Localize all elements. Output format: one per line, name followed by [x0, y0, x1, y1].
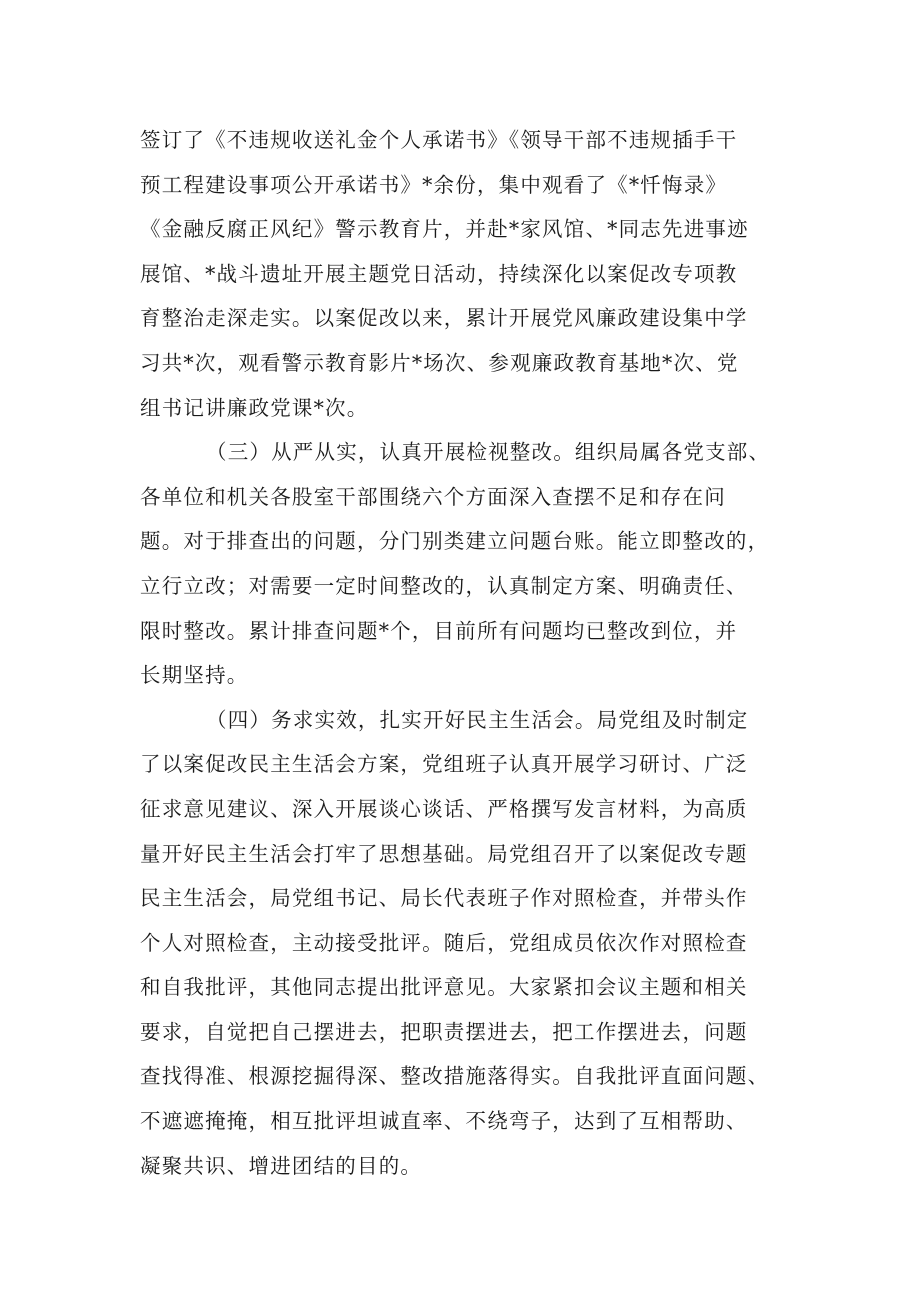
document-body	[140, 118, 790, 1188]
text-line: 查找得准、根源挖掘得深、整改措施落得实。自我批评直面问题、	[140, 1064, 770, 1089]
section-heading-line: （四）务求实效，扎实开好民主生活会。局党组及时制定	[206, 707, 749, 732]
section-heading-line: （三）从严从实，认真开展检视整改。组织局属各党支部、	[206, 440, 771, 465]
text-line: 征求意见建议、深入开展谈心谈话、严格撰写发言材料，为高质	[140, 796, 748, 821]
text-line: 凝聚共识、增进团结的目的。	[140, 1153, 423, 1178]
text-line: 签订了《不违规收送礼金个人承诺书》《领导干部不违规插手干	[140, 128, 738, 152]
text-line: 展馆、*战斗遗址开展主题党日活动，持续深化以案促改专项教	[140, 261, 738, 286]
text-line: 了以案促改民主生活会方案，党组班子认真开展学习研讨、广泛	[140, 752, 748, 777]
text-line: 长期坚持。	[140, 663, 249, 688]
text-line: 习共*次，观看警示教育影片*场次、参观廉政教育基地*次、党	[140, 350, 739, 375]
text-line: 个人对照检查，主动接受批评。随后，党组成员依次作对照检查	[140, 930, 748, 955]
text-line: 要求，自觉把自己摆进去，把职责摆进去，把工作摆进去，问题	[140, 1019, 748, 1044]
paragraph-pledges-and-education	[140, 118, 790, 430]
text-line: 预工程建设事项公开承诺书》*余份，集中观看了《*忏悔录》	[140, 172, 728, 197]
text-line: 民主生活会，局党组书记、局长代表班子作对照检查，并带头作	[140, 886, 748, 911]
text-line: 限时整改。累计排查问题*个，目前所有问题均已整改到位，并	[140, 618, 738, 643]
paragraph-section-three	[140, 430, 790, 698]
text-line: 立行立改；对需要一定时间整改的，认真制定方案、明确责任、	[140, 573, 748, 598]
paragraph-section-four	[140, 698, 790, 1189]
text-line: 题。对于排查出的问题，分门别类建立问题台账。能立即整改的，	[140, 529, 770, 554]
text-line: 育整治走深走实。以案促改以来，累计开展党风廉政建设集中学	[140, 306, 748, 331]
text-line: 组书记讲廉政党课*次。	[140, 395, 369, 420]
text-line: 和自我批评，其他同志提出批评意见。大家紧扣会议主题和相关	[140, 975, 748, 1000]
text-line: 各单位和机关各股室干部围绕六个方面深入查摆不足和存在问	[140, 484, 726, 509]
text-line: 量开好民主生活会打牢了思想基础。局党组召开了以案促改专题	[140, 841, 748, 866]
text-line: 《金融反腐正风纪》警示教育片，并赴*家风馆、*同志先进事迹	[140, 217, 749, 242]
text-line: 不遮遮掩掩，相互批评坦诚直率、不绕弯子，达到了互相帮助、	[140, 1109, 748, 1134]
